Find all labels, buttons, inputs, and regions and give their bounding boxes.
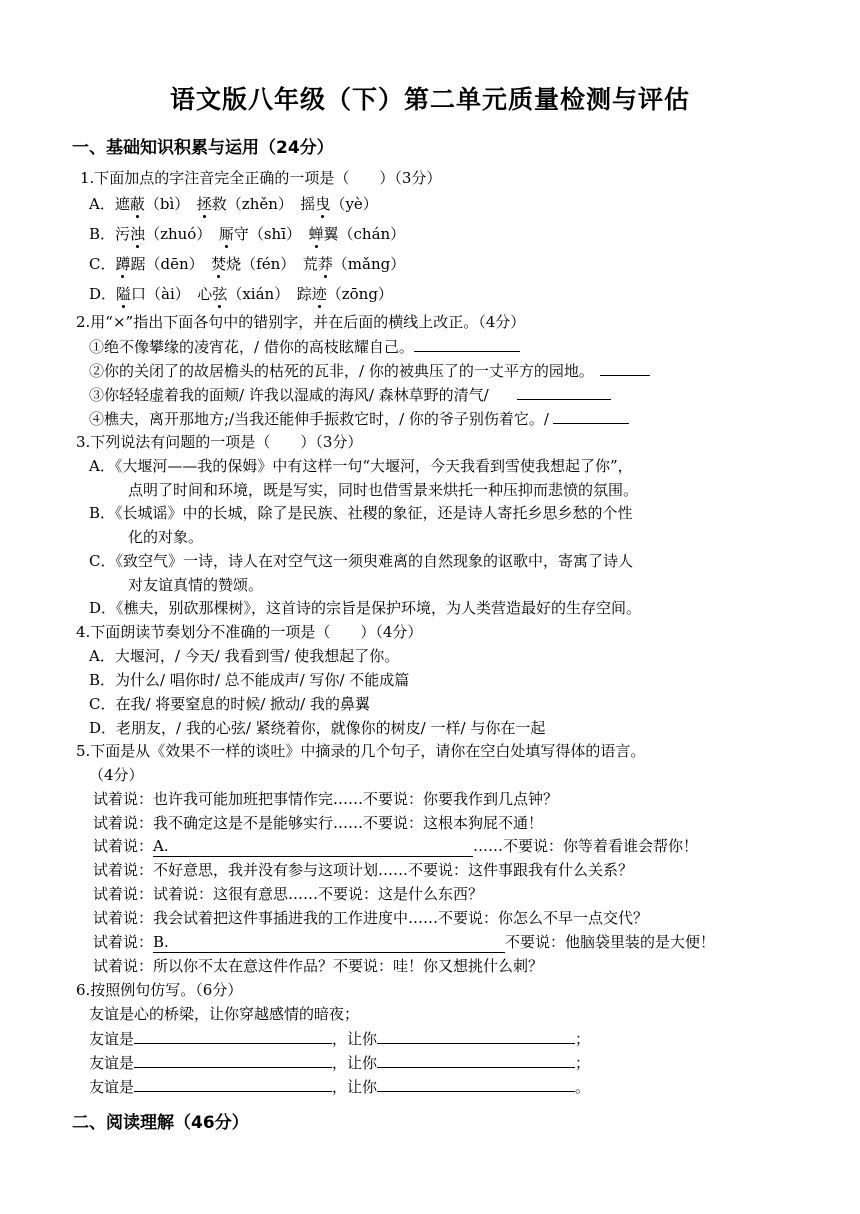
q3-option-a-line2: 点明了时间和环境，既是写实，同时也借雪景来烘托一种压抑而悲愤的氛围。: [128, 481, 639, 499]
q5-line-3: 试着说：A. ……不要说：你等着看谁会帮你！: [93, 837, 699, 855]
answer-blank[interactable]: [377, 1076, 575, 1092]
answer-blank[interactable]: [414, 336, 520, 352]
q2-sentence-3: ③你轻轻虚着我的面颊/ 许我以湿咸的海风/ 森林草野的清气/: [89, 384, 611, 405]
q5-points: （4分）: [89, 766, 144, 784]
q1-option-c: C．蹲踞（dēn） 焚烧（fén） 荒莽（mǎng）: [89, 255, 406, 273]
section-heading-1: 一、基础知识积累与运用（24分）: [72, 138, 334, 158]
q1-option-a: A．遮蔽（bì） 拯救（zhěn） 摇曳（yè）: [89, 195, 378, 213]
q5-line-8: 试着说：所以你不太在意这件作品？不要说：哇！你又想挑什么刺？: [93, 957, 544, 975]
q5-line-6: 试着说：我会试着把这件事插进我的工作进度中……不要说：你怎么不早一点交代？: [93, 909, 649, 927]
q4-option-d: D．老朋友，/ 我的心弦/ 紧绕着你，就像你的树皮/ 一样/ 与你在一起: [89, 719, 546, 737]
q6-example: 友谊是心的桥梁，让你穿越感情的暗夜；: [89, 1005, 360, 1023]
q3-option-a-line1: A．《大堰河——我的保姆》中有这样一句“大堰河，今天我看到雪使我想起了你”，: [89, 457, 633, 475]
q1-option-d: D．隘口（ài） 心弦（xián） 踪迹（zōng）: [89, 285, 393, 303]
answer-blank[interactable]: [134, 1052, 332, 1068]
q2-stem: 2.用“×”指出下面各句中的错别字，并在后面的横线上改正。（4分）: [76, 313, 526, 331]
q2-sentence-4: ④樵夫，离开那地方;/当我还能伸手振救它时，/ 你的爷子别伤着它。/: [89, 408, 629, 429]
q3-option-c-line1: C．《致空气》一诗，诗人在对空气这一须臾难离的自然现象的讴歌中，寄寓了诗人: [89, 552, 633, 570]
answer-blank-a[interactable]: A.: [153, 836, 473, 857]
answer-blank[interactable]: [600, 360, 650, 376]
q5-line-7: 试着说：B. 不要说：他脑袋里装的是大便！: [93, 933, 716, 951]
q3-stem: 3.下列说法有问题的一项是（ ）（3分）: [76, 433, 363, 451]
q5-line-2: 试着说：我不确定这是不是能够实行……不要说：这根本狗屁不通！: [93, 814, 544, 832]
q4-option-b: B．为什么/ 唱你时/ 总不能成声/ 写你/ 不能成篇: [89, 671, 410, 689]
section-heading-2: 二、阅读理解（46分）: [72, 1113, 249, 1133]
q3-option-b-line2: 化的对象。: [128, 528, 204, 546]
q3-option-b-line1: B．《长城谣》中的长城，除了是民族、社稷的象征，还是诗人寄托乡思乡愁的个性: [89, 504, 633, 522]
q1-stem: 1.下面加点的字注音完全正确的一项是（ ）（3分）: [80, 169, 442, 187]
answer-blank[interactable]: [377, 1028, 575, 1044]
q3-option-c-line2: 对友谊真情的赞颂。: [128, 576, 264, 594]
q6-answer-row-3: 友谊是 ，让你 。: [89, 1078, 591, 1096]
q4-stem: 4.下面朗读节奏划分不准确的一项是（ ）（4分）: [76, 623, 423, 641]
q2-sentence-1: ①绝不像攀缘的凌宵花，/ 借你的高枝眩耀自己。: [89, 336, 520, 357]
q5-line-4: 试着说：不好意思，我并没有参与这项计划……不要说：这件事跟我有什么关系？: [93, 861, 634, 879]
q4-option-a: A．大堰河，/ 今天/ 我看到雪/ 使我想起了你。: [89, 647, 400, 665]
q5-line-1: 试着说：也许我可能加班把事情作完……不要说：你要我作到几点钟？: [93, 790, 559, 808]
q4-option-c: C．在我/ 将要窒息的时候/ 掀动/ 我的鼻翼: [89, 695, 370, 713]
q3-option-d: D．《樵夫，别砍那棵树》，这首诗的宗旨是保护环境，为人类营造最好的生存空间。: [89, 599, 642, 617]
q5-line-5: 试着说：试着说：这很有意思……不要说：这是什么东西？: [93, 885, 484, 903]
q6-stem: 6.按照例句仿写。（6分）: [76, 981, 243, 999]
answer-blank[interactable]: [134, 1076, 332, 1092]
answer-blank[interactable]: [553, 408, 629, 424]
q5-stem: 5.下面是从《效果不一样的谈吐》中摘录的几个句子，请你在空白处填写得体的语言。: [76, 742, 646, 760]
answer-blank[interactable]: [517, 384, 611, 400]
q2-sentence-2: ②你的关闭了的故居檐头的枯死的瓦非，/ 你的被典压了的一丈平方的园地。: [89, 360, 650, 381]
answer-blank[interactable]: [377, 1052, 575, 1068]
answer-blank[interactable]: [134, 1028, 332, 1044]
page-title: 语文版八年级（下）第二单元质量检测与评估: [169, 85, 690, 114]
answer-blank-b[interactable]: B.: [153, 932, 505, 953]
q6-answer-row-1: 友谊是 ，让你 ；: [89, 1030, 591, 1048]
q1-option-b: B．污浊（zhuó） 厮守（shī） 蝉翼（chán）: [89, 225, 406, 243]
q6-answer-row-2: 友谊是 ，让你 ；: [89, 1054, 591, 1072]
